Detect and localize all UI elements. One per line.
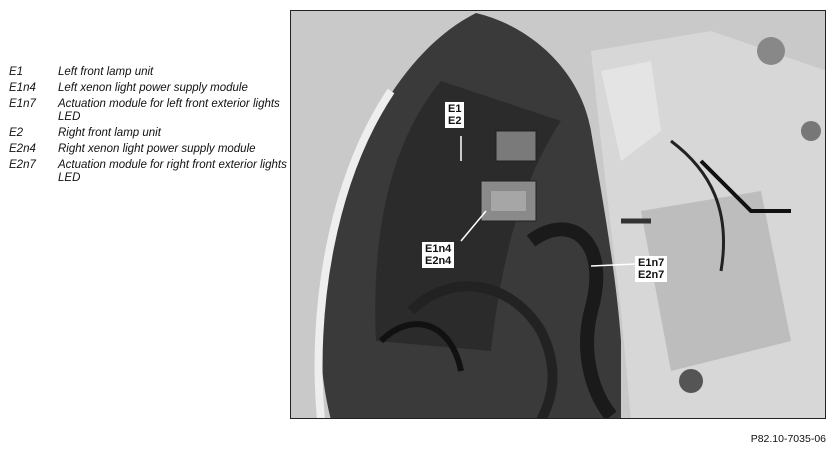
legend-description: Left xenon light power supply module xyxy=(58,82,248,94)
callout-label: E1 xyxy=(448,103,462,115)
callout-label: E2n4 xyxy=(425,255,452,267)
callout-label: E2n7 xyxy=(638,269,665,281)
callout-label: E1n4 xyxy=(425,243,452,255)
legend-item xyxy=(9,127,289,140)
legend-code: E2n7 xyxy=(9,159,36,171)
legend-item xyxy=(9,98,289,124)
legend-description: Actuation module for left front exterior lights LED xyxy=(58,98,280,123)
legend-code: E2 xyxy=(9,127,24,139)
legend-description: Actuation module for right front exterior lights LED xyxy=(58,159,287,184)
legend-description: Right front lamp unit xyxy=(58,127,161,139)
engine-bay-illustration xyxy=(291,11,826,419)
legend-code: E1n7 xyxy=(9,98,36,110)
legend-item xyxy=(9,159,289,185)
engine-bay-photo xyxy=(290,10,826,419)
legend-description: Right xenon light power supply module xyxy=(58,143,256,155)
figure-id: P82.10-7035-06 xyxy=(750,433,826,445)
legend-description: Left front lamp unit xyxy=(58,66,154,78)
callout-label: E1n7 xyxy=(638,257,665,269)
callout-actuation xyxy=(635,256,667,282)
callout-label: E2 xyxy=(448,115,462,127)
legend-list xyxy=(9,66,289,188)
legend-item xyxy=(9,66,289,79)
legend-item xyxy=(9,143,289,156)
callout-power-supply xyxy=(422,242,454,268)
legend-code: E1 xyxy=(9,66,24,78)
legend-code: E1n4 xyxy=(9,82,36,94)
legend-item xyxy=(9,82,289,95)
legend-code: E2n4 xyxy=(9,143,36,155)
callout-lamp-unit xyxy=(445,102,464,128)
